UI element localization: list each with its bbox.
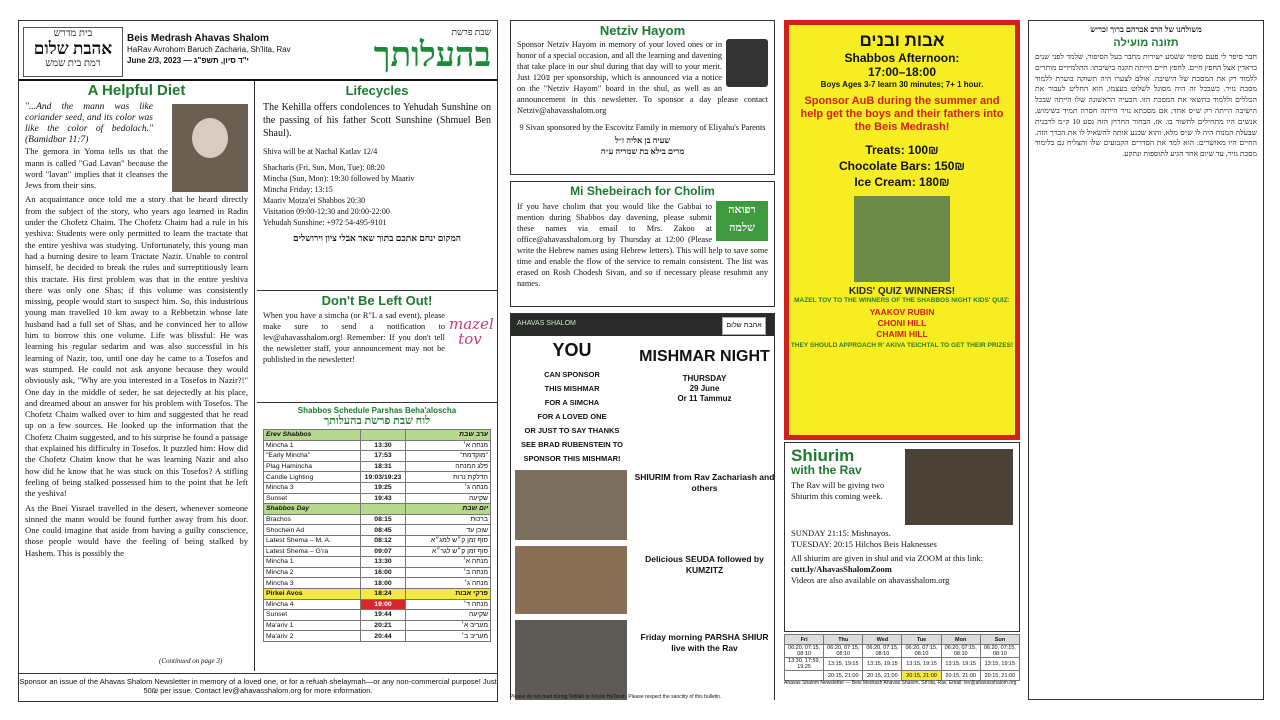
shiurim-section [784, 442, 1020, 632]
schedule-row [264, 610, 491, 621]
mishmar-line: THIS MISHMAR [544, 384, 600, 393]
zmanim-cell: 13:30, 17:59, 19:25 [785, 658, 824, 671]
zmanim-cell: 13:15, 19:15 [941, 658, 980, 671]
newsletter-page-2 [510, 20, 775, 700]
sponsor-footer: Sponsor an issue of the Ahavas Shalom Newsletter in memory of a loved one, or for a refuah shelaymah—or any non-commercial purpose! Just 50₪ per issue. Contact lev@ahavasshalom.org for more information. [19, 673, 497, 701]
avot-winners-title: KIDS' QUIZ WINNERS! [848, 286, 956, 297]
avot-time: 17:00–18:00 [867, 65, 937, 79]
zmanim-cell: 06:20, 07:15, 08:10 [941, 645, 980, 658]
schedule-label: Sunset [264, 610, 361, 621]
schedule-title: Shabbos Schedule Parshas Beha'aloscha [297, 406, 457, 415]
refua-shleima-graphic: רפואה שלמה [716, 201, 768, 241]
schedule-table [263, 429, 491, 642]
schedule-time: 13:30 [361, 557, 406, 568]
avot-price: Ice Cream: 180₪ [854, 175, 950, 189]
mazel-tov-graphic: mazel tov [449, 315, 494, 348]
zmanim-cell: 13:15, 19:15 [863, 658, 902, 671]
shiurim-title: Shiurim [791, 446, 855, 465]
lifecycles-text: The Kehilla offers condolences to Yehudah Sunshine on the passing of his father Scott Sunshine (Shmuel Ben Shaul). [263, 102, 491, 139]
schedule-label: Sunset [264, 493, 361, 504]
schedule-time: 19:44 [361, 610, 406, 621]
zmanim-cell: 20:15, 21:00 [824, 671, 863, 681]
mishmar-line: OR JUST TO SAY THANKS [524, 426, 620, 435]
schedule-label: Plag Hamincha [264, 461, 361, 472]
schedule-heb-label: "מוקדמת" [406, 451, 491, 462]
avot-prices [789, 142, 1015, 190]
zmanim-cell [785, 671, 824, 681]
schedule-row [264, 599, 491, 610]
schedule-time: 18:00 [361, 578, 406, 589]
avot-title: אבות ובנים [859, 31, 945, 50]
schedule-row [264, 631, 491, 642]
zmanim-cell: 13:15, 19:15 [980, 658, 1019, 671]
logo-top-text: בית מדרש [53, 28, 93, 39]
shiva-time: Mincha Friday: 13:15 [263, 185, 333, 194]
zmanim-cell: 06:20, 07:15, 08:10 [902, 645, 941, 658]
mishmar-logo: אהבת שלום [722, 317, 766, 335]
schedule-label: "Early Mincha" [264, 451, 361, 462]
schedule-heb-label: מעריב ב׳ [406, 631, 491, 642]
schedule-row [264, 451, 491, 462]
schedule-label: Shochein Ad [264, 525, 361, 536]
mishmar-date-day: THURSDAY [682, 374, 727, 383]
cholim-section [510, 181, 775, 307]
zmanim-cell: 13:15, 19:15 [824, 658, 863, 671]
mishmar-line: FOR A LOVED ONE [537, 412, 607, 421]
cholim-title: Mi Shebeirach for Cholim [570, 184, 715, 198]
shiurim-line: TUESDAY: 20:15 Hilchos Beis Haknesses [791, 539, 937, 549]
tehila-text: חבר סיפר לי פעם סיפור ששמע ישירות מחבר בעל הסיפור, שלמד לפני שנים בראדין אצל החפץ חיים. לחפץ חיים הייתה תקנה בישיבתו: התלמידים מותרים ללמוד רק את המסכת של הישיבה. אולם לצערו היה תשוקה בוערת ללמוד מסכת נזיר. כשבכל זה היה מסוגל לשלוט בעצמו, הוא החליט לעבור את הכללים וללמוד בחשאי את המסכת הזו. הבעיה הראשונה שלו הייתה שבכל הישיבה הייתה רק ש״ס אחד; אם מסכתא נזיר הייתה חסרה תמיד בשימוש, אנשים היו מתחילים לחשוד בו. אז, הבחור החרוץ הזה נסע 10 ק״מ לרבנית שבעלה המנוח היה לו ש״ס מלא, והוא שכנע אותה להשאיל לו את הכרך הזה. החיים היו מאושרים: הוא למד את הסדרים הקבועים שלו והצליח גם בלימוד מסכת נזיר, עד שיום אחד הגיע לתוספות ונתקע. [1035, 52, 1257, 159]
zmanim-row [785, 645, 1020, 658]
schedule-time: 20:44 [361, 631, 406, 642]
schedule-heb-label: פרקי אבות [406, 588, 491, 599]
zmanim-cell: Wed [863, 635, 902, 645]
schedule-row [264, 525, 491, 536]
mishmar-date-heb: Or 11 Tammuz [677, 394, 732, 403]
schedule-label: Pirkei Avos [264, 588, 361, 599]
schedule-label: Latest Shema – M. A. [264, 535, 361, 546]
schedule-heb-label: הדלקת נרות [406, 472, 491, 483]
rav-photo [172, 104, 248, 192]
schedule-heb-label: מנחה א׳ [406, 440, 491, 451]
schedule-time: 18:24 [361, 588, 406, 599]
zmanim-cell: 20:15, 21:00 [980, 671, 1019, 681]
continued-note: (Continued on page 3) [159, 657, 223, 665]
dont-left-out-title: Don't Be Left Out! [321, 293, 433, 308]
mishmar-shiurim: SHIURIM from Rav Zachariash and others [634, 472, 775, 493]
schedule-time: 09:07 [361, 546, 406, 557]
schedule-time: 19:00 [361, 599, 406, 610]
avot-ubanim-flyer [784, 20, 1020, 440]
avot-price: Treats: 100₪ [865, 143, 939, 157]
schedule-row [264, 546, 491, 557]
schedule-time: 08:45 [361, 525, 406, 536]
schedule-heb-label: ערב שבת [406, 430, 491, 441]
schedule-heb-label: סוף זמן ק״ש למג״א [406, 535, 491, 546]
schedule-heb-label: שוכן עד [406, 525, 491, 536]
schedule-label: Mincha 4 [264, 599, 361, 610]
zmanim-cell: 06:20, 07:15, 08:10 [980, 645, 1019, 658]
parsha-small: שבת פרשת [451, 27, 491, 37]
schedule-heb-label: מנחה א׳ [406, 557, 491, 568]
mishmar-you: YOU [552, 340, 592, 360]
schedule-row [264, 567, 491, 578]
avot-prize-note: THEY SHOULD APPROACH R' AKIVA TEICHTAL TO GET THEIR PRIZES! [790, 342, 1014, 349]
schedule-row [264, 461, 491, 472]
netziv-board-image [726, 39, 768, 87]
schedule-label: Brachos [264, 514, 361, 525]
shabbos-schedule [257, 406, 497, 642]
schedule-row [264, 493, 491, 504]
avot-price: Chocolate Bars: 150₪ [839, 159, 965, 173]
schedule-heb-label: פלג המנחה [406, 461, 491, 472]
schedule-row [264, 578, 491, 589]
schedule-heb-label: שקיעה [406, 493, 491, 504]
schedule-heb-label: מעריב א׳ [406, 620, 491, 631]
schedule-time: 08:12 [361, 535, 406, 546]
schedule-time: 13:30 [361, 440, 406, 451]
zmanim-cell: Fri [785, 635, 824, 645]
schedule-label: Mincha 2 [264, 567, 361, 578]
schedule-row [264, 482, 491, 493]
schedule-row [264, 440, 491, 451]
zoom-link[interactable]: cutt.ly/AhavasShalomZoom [791, 564, 892, 574]
avot-sub: Shabbos Afternoon: [844, 51, 960, 65]
p3-footer: Ahavas Shalom Newsletter — Beis Medrash Ahavas Shalom, Sh'lita, Rav. Email: lev@ahavasshalom.org [784, 680, 1017, 686]
article-paragraph: As the Bnei Yisrael travelled in the desert, whenever someone sinned the mann would be found further away from his door. One could imagine that aside from having a guilty conscience, those people would have the feeling of being stalked by Hashem. This is possibly the [25, 502, 248, 558]
schedule-time [361, 430, 406, 441]
schedule-label: Mincha 1 [264, 557, 361, 568]
newsletter-page-1 [18, 20, 498, 702]
avot-winners-photo [854, 196, 950, 282]
mishmar-title: MISHMAR NIGHT [639, 348, 770, 365]
zmanim-cell: 20:15, 21:00 [902, 671, 941, 681]
mishmar-org: AHAVAS SHALOM [517, 320, 576, 327]
mishmar-seuda: Delicious SEUDA followed by KUMZITZ [645, 554, 764, 575]
shiurim-line: All shiurim are given in shul and via ZOOM at this link: [791, 553, 983, 563]
schedule-row [264, 620, 491, 631]
avot-sponsor: Sponsor AuB during the summer and help get the boys and their fathers into the Beis Medrash! [800, 95, 1004, 133]
schedule-label: Shabbos Day [264, 504, 361, 515]
dont-left-out-section [257, 291, 497, 403]
schedule-time: 19:43 [361, 493, 406, 504]
schedule-row [264, 472, 491, 483]
schedule-time: 18:31 [361, 461, 406, 472]
schedule-row [264, 504, 491, 515]
rav-teaching-photo [905, 449, 1013, 525]
shiva-time: Shacharis (Fri, Sun, Mon, Tue): 08:20 [263, 163, 385, 172]
netziv-text: Sponsor Netziv Hayom in memory of your loved ones or in honor of a special occasion, and all the learning and davening that take place in our shul during that day will to your merit. Just 120₪ per sponsorship, which is announced via a notice on the "Netziv Hayom" board in the shul, as well as an announcement in this newsletter. To sponsor a day please contact Netziv@ahavasshalom.org [517, 40, 768, 115]
zmanim-cell: 06:20, 07:15, 08:10 [785, 645, 824, 658]
lifecycles-title: Lifecycles [345, 83, 409, 98]
zmanim-cell: 06:20, 07:15, 08:10 [863, 645, 902, 658]
schedule-time: 08:15 [361, 514, 406, 525]
avot-winner-names [789, 307, 1015, 340]
schedule-time: 17:53 [361, 451, 406, 462]
schedule-row [264, 514, 491, 525]
article-title: A Helpful Diet [87, 82, 186, 99]
page3-right-column [1028, 20, 1264, 700]
zmanim-cell: Sun [980, 635, 1019, 645]
dont-left-out-text: When you have a simcha (or R"L a sad event), please make sure to send a notification to lev@ahavasshalom.org! Remember: If you don't tell the newsletter staff, your announcement may not be published in the newsletter! [263, 311, 445, 364]
org-name: Beis Medrash Ahavas Shalom [127, 33, 269, 44]
tehila-header: משולחנו של הרב אברהם ברוך זכריש [1090, 25, 1202, 34]
schedule-time [361, 504, 406, 515]
schedule-heb-label: שקיעה [406, 610, 491, 621]
mishmar-photo-2 [515, 546, 627, 614]
shiva-time: Visitation 09:00-12:30 and 20:00-22:00 [263, 207, 390, 216]
avot-winner: CHONI HILL [877, 318, 927, 328]
schedule-time: 19:25 [361, 482, 406, 493]
schedule-row [264, 535, 491, 546]
zmanim-row [785, 658, 1020, 671]
nechama-text: המקום ינחם אתכם בתוך שאר אבלי ציון וירושלים [293, 233, 461, 243]
schedule-label: Mincha 3 [264, 578, 361, 589]
schedule-heb-label: ברכות [406, 514, 491, 525]
schedule-heb-label: סוף זמן ק״ש לגר״א [406, 546, 491, 557]
shiurim-sub: with the Rav [791, 463, 862, 477]
netziv-hayom-section [510, 20, 775, 175]
mishmar-top-bar [511, 314, 774, 336]
shiva-time: Yehudah Sunshine: +972 54-495-9101 [263, 218, 387, 227]
weekday-zmanim-table [784, 634, 1020, 681]
mishmar-line: CAN SPONSOR [544, 370, 600, 379]
mishmar-line: SPONSOR THIS MISHMAR! [523, 454, 621, 463]
avot-winner: CHAIMI HILL [876, 329, 928, 339]
zmanim-row [785, 635, 1020, 645]
page3-left-column [784, 20, 1020, 700]
netziv-title: Netziv Hayom [599, 23, 686, 38]
article-paragraph: An acquaintance once told me a story that he heard directly from the subject of the story, who years ago learned in Radin under the Chofetz Chaim. The Chofetz Chaim had a rule in his yeshiva: Students were only permitted to learn the tractate that the entire yeshiva was studying. Unfortunately, this young man had a burning desire to learn Tractate Nazir. Unable to control himself, he decided to break the rules and surreptitiously learn this tractate. His first problem was that in the entire yeshiva there was only one Shas; if this volume was consistently missing, people would start to suspect him. So, this industrious young man travelled 10 km away to a Rebbetzin whose late husband had a full set of Shas, and he convinced her to allow him to borrow this one volume. Life was blissful: He was learning his regular sedarim and was also successful in his learning of Nazir, too, until one day he came to a Tosefos and was stumped. He could not ask anyone because they would obviously ask, "Why are you interested in a Tosefos in Nazir?!" One day in the middle of seder, he sat dejectedly at his place, and dreamed about an answer for his problem with Tosefos. The Chofetz Chaim walked over to him and suggested that he read up on a few sources. He looked up the information that the Chofetz Chaim suggested, and to his surprise he found a passage that explained his difficulty in Tosefos. It puzzled him: How did the Chofetz Chaim know that he was learning Nazir and also how did he know that he was stuck on this Tosefos? A stifling feeling of being stalked possessed him to the point that he left the yeshiva! [25, 194, 248, 499]
schedule-label: Erev Shabbos [264, 430, 361, 441]
avot-mazel-tov: MAZEL TOV TO THE WINNERS OF THE SHABBOS NIGHT KIDS' QUIZ: [794, 297, 1010, 304]
zmanim-cell: Thu [824, 635, 863, 645]
schedule-time: 16:00 [361, 567, 406, 578]
schedule-time: 20:21 [361, 620, 406, 631]
article-paragraph: The gemora in Yoma tells us that the mann is called "Gad Lavan" because the word "lavan" implies that it cleanses the Jews from their sins. [25, 146, 168, 191]
tehila-title: תזונה מועילה [1113, 37, 1179, 49]
avot-ages: Boys Ages 3-7 learn 30 minutes; 7+ 1 hour. [820, 80, 984, 89]
mishmar-sponsor-lines [511, 368, 633, 466]
header-info [127, 33, 291, 66]
schedule-row [264, 557, 491, 568]
zmanim-cell: 20:15, 21:00 [863, 671, 902, 681]
schedule-heb-label: מנחה ב׳ [406, 567, 491, 578]
avot-winner: YAAKOV RUBIN [869, 307, 935, 317]
p2-footer: Please do not read during Tefillah or Kriyas HaTorah. Please respect the sanctity of this bulletin. [510, 694, 722, 700]
mishmar-photo-1 [515, 470, 627, 540]
mishmar-photo-3 [515, 620, 627, 700]
schedule-heb-label: יום שבת [406, 504, 491, 515]
mishmar-friday: Friday morning PARSHA SHIUR live with the Rav [640, 632, 769, 653]
newsletter-header [19, 21, 497, 81]
shul-logo [23, 27, 123, 77]
zmanim-cell: 20:15, 21:00 [941, 671, 980, 681]
zmanim-cell: Mon [941, 635, 980, 645]
zmanim-cell: Tue [902, 635, 941, 645]
schedule-label: Mincha 1 [264, 440, 361, 451]
schedule-label: Ma'ariv 1 [264, 620, 361, 631]
shiurim-line: SUNDAY 21:15: Mishnayos. [791, 528, 891, 538]
mishmar-flyer [510, 313, 775, 700]
schedule-label: Mincha 3 [264, 482, 361, 493]
schedule-heb-label: מנחה ד׳ [406, 599, 491, 610]
schedule-heb-title: לוח שבת פרשת בהעלותך [323, 415, 431, 427]
cholim-text: If you have cholim that you would like the Gabbai to mention during Shabbos day davening, please submit these names via email to Mrs. Zakoo at office@ahavasshalom.org by Thursday at 12:00 (Please write the Hebrew names using Hebrew letters). This will help to save some time and enable the flow of the service to remain consistent. The list was erased on Rosh Chodesh Sivan, and so if necessary please resubmit any names. [517, 202, 768, 288]
right-column [257, 81, 497, 699]
shiurim-line: Videos are also available on ahavasshalom.org [791, 575, 950, 585]
schedule-row [264, 430, 491, 441]
schedule-heb-label: מנחה ג׳ [406, 578, 491, 589]
zmanim-cell: 13:15, 19:15 [902, 658, 941, 671]
article-quote: "...And the mann was like coriander seed, and its color was like the color of bedolach." (Bamidbar 11:7) [25, 102, 153, 146]
shiurim-text: The Rav will be giving two Shiurim this coming week. [791, 480, 885, 501]
date-line: June 2/3, 2023 — י"ד סיון, תשפ"ג [127, 56, 249, 65]
newsletter-page-3 [784, 20, 1264, 700]
zmanim-row [785, 671, 1020, 681]
schedule-time: 19:03/19:23 [361, 472, 406, 483]
parsha-title [361, 27, 491, 75]
shiva-time: Mincha (Sun, Mon): 19:30 followed by Maariv [263, 174, 415, 183]
schedule-label: Ma'ariv 2 [264, 631, 361, 642]
logo-bottom-text: רמת בית שמש [45, 58, 101, 69]
mishmar-date [633, 374, 775, 404]
netziv-name-2: מרים בילא בת שמריה ע״ה [600, 147, 685, 156]
mishmar-date-date: 29 June [689, 384, 720, 393]
rav-line: HaRav Avrohom Baruch Zacharia, Sh'lita, Rav [127, 45, 291, 54]
shiva-times [263, 162, 491, 228]
schedule-heb-label: מנחה ג׳ [406, 482, 491, 493]
mishmar-line: SEE BRAD RUBENSTEIN TO [521, 440, 623, 449]
schedule-label: Candle Lighting [264, 472, 361, 483]
schedule-label: Latest Shema – G'ra [264, 546, 361, 557]
lifecycles-section [257, 81, 497, 291]
mishmar-line: FOR A SIMCHA [544, 398, 600, 407]
netziv-name-1: שעיה בן אליה ז״ל [614, 136, 671, 145]
helpful-diet-article [19, 81, 255, 671]
schedule-row [264, 588, 491, 599]
logo-main-text: אהבת שלום [33, 39, 113, 58]
netziv-sponsor: 9 Sivan sponsored by the Escovitz Family in memory of Eliyahu's Parents [519, 123, 766, 132]
parsha-name: בהעלותך [373, 37, 491, 74]
shiva-place: Shiva will be at Nachal Katlav 12/4 [263, 147, 378, 156]
zmanim-cell: 06:20, 07:15, 08:10 [824, 645, 863, 658]
shiva-time: Maariv Motza'ei Shabbos 20:30 [263, 196, 366, 205]
